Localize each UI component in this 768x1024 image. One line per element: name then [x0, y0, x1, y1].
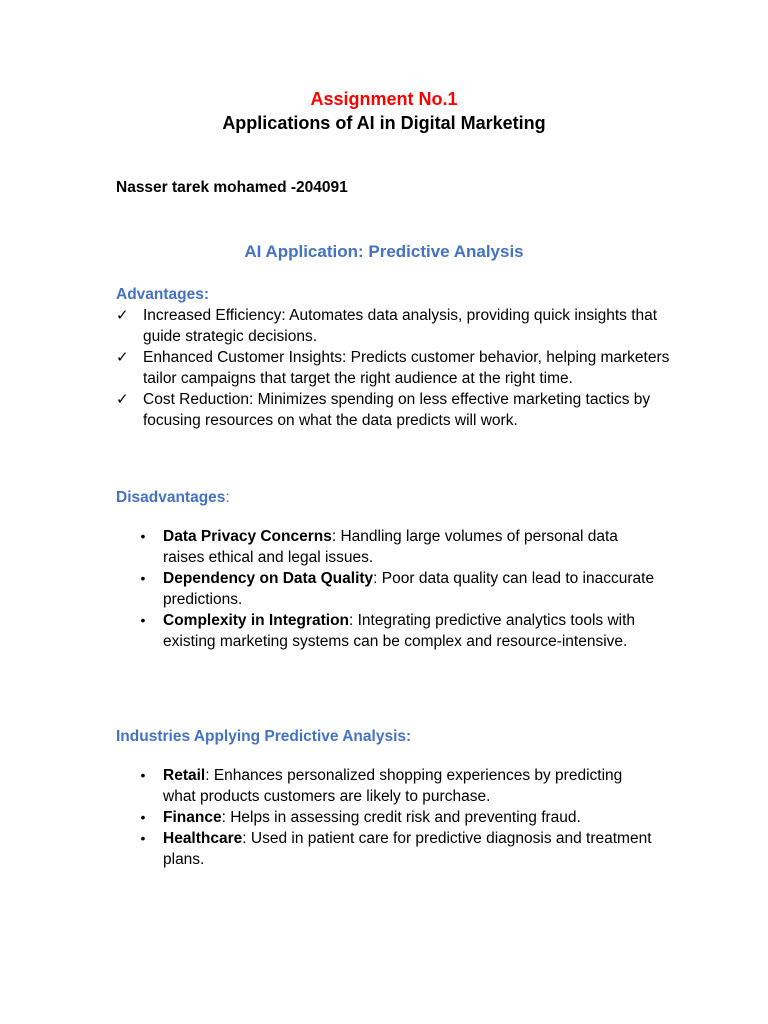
industry-term: Healthcare	[163, 830, 243, 847]
industry-text: : Enhances personalized shopping experiences by predicting what products customers are likely to purchase.	[163, 767, 623, 805]
checkmark-icon: ✓	[116, 307, 129, 324]
industry-term: Finance	[163, 809, 222, 826]
section-title: AI Application: Predictive Analysis	[244, 242, 524, 261]
assignment-label: Assignment No.1	[310, 89, 458, 109]
advantage-text: Enhanced Customer Insights: Predicts customer behavior, helping marketers tailor campaigns that target the right audience at the right time.	[143, 349, 670, 387]
industry-text: : Helps in assessing credit risk and preventing fraud.	[221, 809, 581, 826]
disadvantages-heading-text: Disadvantages	[116, 489, 226, 506]
list-item	[116, 305, 676, 347]
list-item	[137, 610, 657, 652]
list-item	[137, 568, 657, 610]
checkmark-icon: ✓	[116, 391, 129, 408]
bullet-icon: •	[140, 528, 146, 544]
advantage-text: Increased Efficiency: Automates data analysis, providing quick insights that guide strategic decisions.	[143, 307, 658, 345]
industry-text: : Used in patient care for predictive diagnosis and treatment plans.	[163, 830, 652, 868]
disadvantage-text: : Handling large volumes of personal data raises ethical and legal issues.	[163, 528, 618, 566]
advantages-heading: Advantages:	[116, 286, 210, 303]
disadvantage-text: : Integrating predictive analytics tools with existing marketing systems can be complex and resource-intensive.	[163, 612, 636, 650]
bullet-icon: •	[140, 570, 146, 586]
checkmark-icon: ✓	[116, 349, 129, 366]
advantages-list	[116, 305, 676, 431]
disadvantage-term: Data Privacy Concerns	[163, 528, 332, 545]
list-item	[137, 807, 657, 828]
list-item	[137, 828, 657, 870]
document-title: Applications of AI in Digital Marketing	[222, 113, 546, 133]
bullet-icon: •	[140, 767, 146, 783]
disadvantage-text: : Poor data quality can lead to inaccurate predictions.	[163, 570, 655, 608]
industries-heading: Industries Applying Predictive Analysis:	[116, 728, 412, 745]
disadvantage-term: Complexity in Integration	[163, 612, 350, 629]
disadvantages-list	[137, 526, 657, 652]
author-line: Nasser tarek mohamed -204091	[116, 179, 348, 196]
list-item	[137, 765, 657, 807]
disadvantages-heading	[116, 488, 230, 508]
bullet-icon: •	[140, 809, 146, 825]
list-item	[137, 526, 657, 568]
bullet-icon: •	[140, 830, 146, 846]
list-item	[116, 389, 676, 431]
industries-list	[137, 765, 657, 870]
industry-term: Retail	[163, 767, 206, 784]
disadvantage-term: Dependency on Data Quality	[163, 570, 374, 587]
disadvantages-heading-colon: :	[225, 489, 230, 506]
list-item	[116, 347, 676, 389]
bullet-icon: •	[140, 612, 146, 628]
advantage-text: Cost Reduction: Minimizes spending on less effective marketing tactics by focusing resources on what the data predicts will work.	[143, 391, 651, 429]
